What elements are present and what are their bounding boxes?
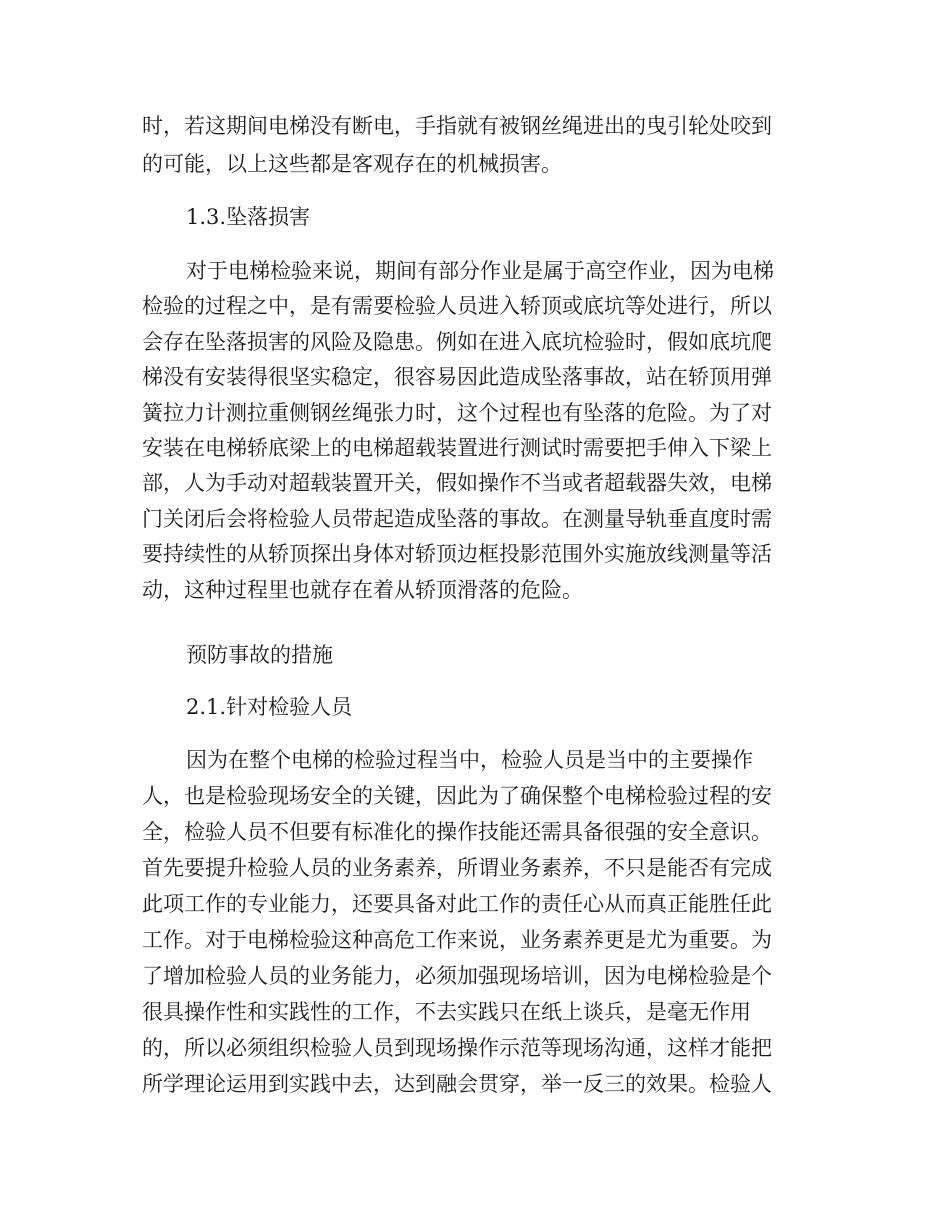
body-text-line: 首先要提升检验人员的业务素养，所谓业务素养，不只是能否有完成 [142, 856, 772, 880]
body-text-line: 很具操作性和实践性的工作，不去实践只在纸上谈兵，是毫无作用 [142, 1000, 751, 1024]
body-text-line: 梯没有安装得很坚实稳定，很容易因此造成坠落事故，站在轿顶用弹 [142, 365, 772, 389]
body-text-line: 全，检验人员不但要有标准化的操作技能还需具备很强的安全意识。 [142, 820, 772, 844]
body-text-line: 门关闭后会将检验人员带起造成坠落的事故。在测量导轨垂直度时需 [142, 507, 772, 531]
body-text-line: 部，人为手动对超载装置开关，假如操作不当或者超载器失效，电梯 [142, 471, 772, 495]
section-heading: 预防事故的措施 [186, 643, 333, 667]
paragraph-first-line: 对于电梯检验来说，期间有部分作业是属于高空作业，因为电梯 [186, 259, 774, 283]
body-text-line: 时，若这期间电梯没有断电，手指就有被钢丝绳进出的曳引轮处咬到 [142, 114, 772, 138]
body-text-line: 检验的过程之中，是有需要检验人员进入轿顶或底坑等处进行，所以 [142, 294, 772, 318]
body-text-line: 会存在坠落损害的风险及隐患。例如在进入底坑检验时，假如底坑爬 [142, 330, 772, 354]
body-text-line: 的可能，以上这些都是客观存在的机械损害。 [142, 152, 562, 176]
body-text-line: 了增加检验人员的业务能力，必须加强现场培训，因为电梯检验是个 [142, 964, 772, 988]
body-text-line: 所学理论运用到实践中去，达到融会贯穿，举一反三的效果。检验人 [142, 1072, 772, 1096]
body-text-line: 人，也是检验现场安全的关键，因此为了确保整个电梯检验过程的安 [142, 784, 772, 808]
body-text-line: 簧拉力计测拉重侧钢丝绳张力时，这个过程也有坠落的危险。为了对 [142, 401, 772, 425]
body-text-line: 此项工作的专业能力，还要具备对此工作的责任心从而真正能胜任此 [142, 892, 772, 916]
body-text-line: 工作。对于电梯检验这种高危工作来说，业务素养更是尤为重要。为 [142, 928, 772, 952]
body-text-line: 安装在电梯轿底梁上的电梯超载装置进行测试时需要把手伸入下梁上 [142, 436, 772, 460]
body-text-line: 要持续性的从轿顶探出身体对轿顶边框投影范围外实施放线测量等活 [142, 542, 772, 566]
section-heading: 1.3.坠落损害 [186, 205, 311, 229]
body-text-line: 的，所以必须组织检验人员到现场操作示范等现场沟通，这样才能把 [142, 1036, 772, 1060]
subsection-heading: 2.1.针对检验人员 [186, 695, 353, 719]
body-text-line: 动，这种过程里也就存在着从轿顶滑落的危险。 [142, 578, 583, 602]
paragraph-first-line: 因为在整个电梯的检验过程当中，检验人员是当中的主要操作 [186, 748, 753, 772]
